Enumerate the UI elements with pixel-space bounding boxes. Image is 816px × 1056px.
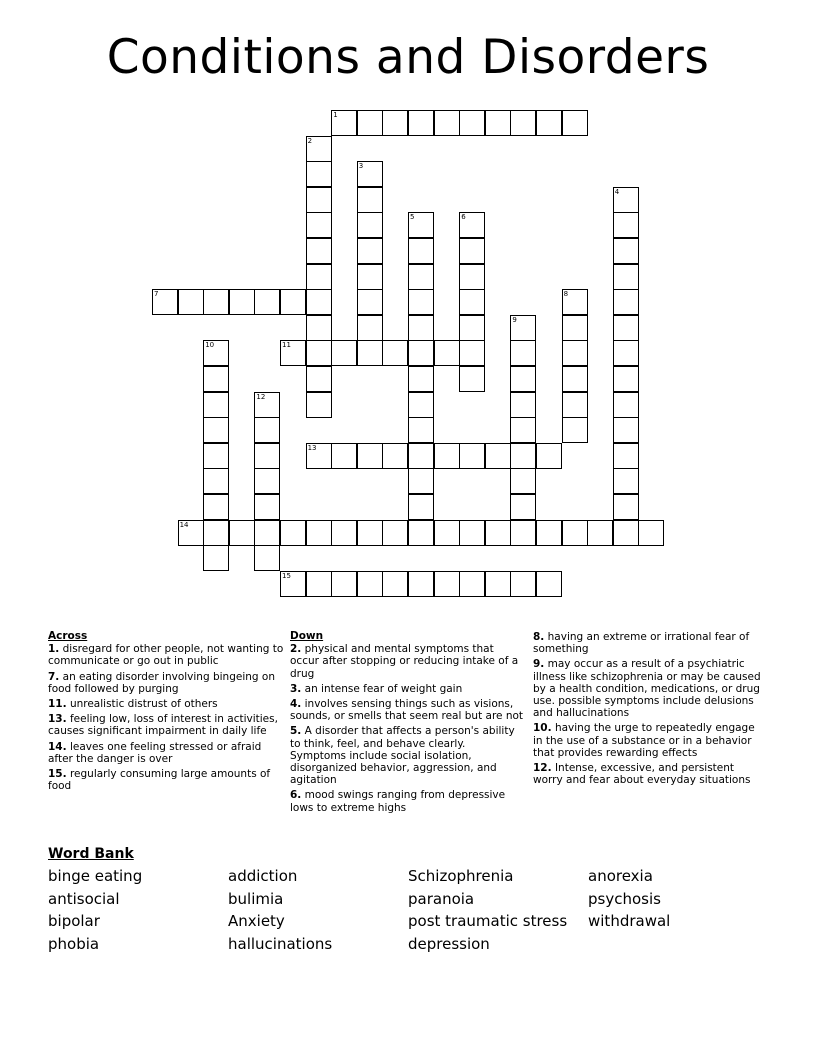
grid-cell[interactable]: [203, 417, 229, 443]
grid-cell[interactable]: [510, 443, 536, 469]
clue-number: 12: [256, 392, 266, 401]
grid-cell[interactable]: [562, 520, 588, 546]
grid-cell[interactable]: [254, 417, 280, 443]
grid-cell[interactable]: [280, 520, 306, 546]
grid-cell[interactable]: [562, 366, 588, 392]
grid-cell[interactable]: [254, 520, 280, 546]
down-clue-12: [533, 762, 761, 786]
clue-number-label: 2.: [290, 643, 302, 656]
across-clue-15: [48, 768, 284, 792]
clue-number-label: 9.: [533, 658, 545, 671]
grid-cell[interactable]: [306, 212, 332, 238]
grid-cell[interactable]: [382, 340, 408, 366]
grid-cell[interactable]: [408, 443, 434, 469]
grid-cell[interactable]: [357, 212, 383, 238]
word-bank-item: hallucinations: [228, 934, 333, 953]
across-clue-14: [48, 741, 284, 765]
grid-cell[interactable]: [434, 110, 460, 136]
grid-cell[interactable]: [459, 366, 485, 392]
word-bank-item: bulimia: [228, 889, 284, 908]
down-clue-10: [533, 722, 761, 759]
grid-cell[interactable]: [203, 392, 229, 418]
grid-cell[interactable]: [408, 289, 434, 315]
clue-number: 3: [358, 162, 364, 171]
grid-cell[interactable]: [382, 443, 408, 469]
grid-cell[interactable]: [459, 340, 485, 366]
grid-cell[interactable]: [306, 136, 332, 162]
grid-cell[interactable]: [306, 520, 332, 546]
grid-cell[interactable]: [408, 110, 434, 136]
clue-text: disregard for other people, not wanting to communicate or go out in public: [48, 643, 284, 668]
clue-number: 8: [563, 290, 569, 299]
clue-text: Intense, excessive, and persistent worry and fear about everyday situations: [533, 762, 751, 787]
grid-cell[interactable]: [254, 468, 280, 494]
grid-cell[interactable]: [613, 340, 639, 366]
grid-cell[interactable]: [459, 520, 485, 546]
grid-cell[interactable]: [408, 494, 434, 520]
grid-cell[interactable]: [203, 545, 229, 571]
grid-cell[interactable]: [510, 520, 536, 546]
word-bank-item: binge eating: [48, 867, 143, 885]
clue-text: an eating disorder involving bingeing on food followed by purging: [48, 670, 275, 695]
grid-cell[interactable]: [613, 264, 639, 290]
grid-cell[interactable]: [306, 161, 332, 187]
grid-cell[interactable]: [408, 392, 434, 418]
clue-number: 14: [179, 520, 189, 529]
grid-cell[interactable]: [254, 443, 280, 469]
across-heading: Across: [48, 630, 88, 642]
clue-number: 1: [333, 111, 338, 119]
grid-cell[interactable]: [382, 520, 408, 546]
grid-cell[interactable]: [331, 571, 357, 597]
grid-cell[interactable]: [306, 571, 332, 597]
grid-cell[interactable]: [229, 289, 255, 315]
clue-number: 7: [154, 290, 159, 299]
grid-cell[interactable]: [510, 315, 536, 341]
down-clue-4: [290, 698, 524, 722]
word-bank-item: addiction: [228, 867, 298, 885]
across-clues: [48, 630, 284, 795]
grid-cell[interactable]: [357, 571, 383, 597]
grid-cell[interactable]: [254, 392, 280, 418]
word-bank-item: antisocial: [48, 889, 120, 908]
word-bank-item: Schizophrenia: [408, 867, 514, 885]
word-bank-item: withdrawal: [588, 912, 671, 931]
grid-cell[interactable]: [254, 289, 280, 315]
clue-number: 5: [410, 213, 415, 222]
grid-cell[interactable]: [459, 443, 485, 469]
grid-cell[interactable]: [510, 417, 536, 443]
grid-cell[interactable]: [485, 571, 511, 597]
grid-cell[interactable]: [280, 340, 306, 366]
clue-text: leaves one feeling stressed or afraid after the danger is over: [48, 740, 262, 765]
clue-text: an intense fear of weight gain: [301, 682, 463, 695]
clue-text: having the urge to repeatedly engage in the use of a substance or in a behavior that provides rewarding effects: [533, 722, 755, 759]
grid-cell[interactable]: [306, 289, 332, 315]
grid-cell[interactable]: [203, 520, 229, 546]
clue-number-label: 13.: [48, 713, 67, 726]
grid-cell[interactable]: [587, 520, 613, 546]
down-clue-6: [290, 789, 524, 813]
grid-cell[interactable]: [613, 468, 639, 494]
grid-cell[interactable]: [536, 443, 562, 469]
down-clue-9: [533, 658, 761, 719]
grid-cell[interactable]: [510, 571, 536, 597]
grid-cell[interactable]: [357, 110, 383, 136]
grid-cell[interactable]: [331, 443, 357, 469]
grid-cell[interactable]: [331, 110, 357, 136]
clue-number-label: 12.: [533, 762, 552, 775]
clue-number-label: 3.: [290, 682, 302, 695]
grid-cell[interactable]: [203, 443, 229, 469]
grid-cell[interactable]: [613, 443, 639, 469]
grid-cell[interactable]: [408, 468, 434, 494]
grid-cell[interactable]: [562, 289, 588, 315]
clue-text: feeling low, loss of interest in activities, causes significant impairment in daily life: [48, 713, 278, 738]
clue-text: unrealistic distrust of others: [66, 698, 218, 711]
grid-cell[interactable]: [459, 212, 485, 238]
grid-cell[interactable]: [408, 366, 434, 392]
grid-cell[interactable]: [510, 366, 536, 392]
clue-number: 11: [282, 341, 291, 350]
clue-text: mood swings ranging from depressive lows to extreme highs: [290, 789, 506, 814]
grid-cell[interactable]: [613, 289, 639, 315]
grid-cell[interactable]: [203, 366, 229, 392]
clue-text: having an extreme or irrational fear of something: [533, 631, 750, 656]
grid-cell[interactable]: [357, 238, 383, 264]
grid-cell[interactable]: [408, 340, 434, 366]
grid-cell[interactable]: [459, 315, 485, 341]
grid-cell[interactable]: [382, 110, 408, 136]
grid-cell[interactable]: [280, 571, 306, 597]
grid-cell[interactable]: [357, 264, 383, 290]
clue-text: physical and mental symptoms that occur after stopping or reducing intake of a drug: [290, 643, 519, 680]
word-bank-item: anorexia: [588, 867, 653, 885]
grid-cell[interactable]: [254, 494, 280, 520]
grid-cell[interactable]: [613, 366, 639, 392]
grid-cell[interactable]: [562, 417, 588, 443]
word-bank-item: post traumatic stress: [408, 912, 568, 931]
down-clue-2: [290, 643, 524, 680]
clue-number-label: 4.: [290, 698, 302, 711]
grid-cell[interactable]: [510, 110, 536, 136]
clue-number-label: 15.: [48, 768, 67, 781]
grid-cell[interactable]: [280, 289, 306, 315]
across-clue-13: [48, 713, 284, 737]
word-bank-item: bipolar: [48, 912, 100, 931]
grid-cell[interactable]: [613, 417, 639, 443]
down-heading: Down: [290, 630, 324, 642]
grid-cell[interactable]: [306, 315, 332, 341]
grid-cell[interactable]: [459, 264, 485, 290]
clue-number-label: 10.: [533, 722, 552, 735]
word-bank-item: Anxiety: [228, 912, 285, 931]
grid-cell[interactable]: [434, 520, 460, 546]
down-clues-column-2: [533, 630, 761, 789]
grid-cell[interactable]: [408, 315, 434, 341]
grid-cell[interactable]: [613, 212, 639, 238]
grid-cell[interactable]: [613, 494, 639, 520]
word-bank-item: depression: [408, 934, 490, 953]
grid-cell[interactable]: [408, 520, 434, 546]
grid-cell[interactable]: [229, 520, 255, 546]
clue-number-label: 11.: [48, 698, 67, 711]
grid-cell[interactable]: [613, 187, 639, 213]
grid-cell[interactable]: [562, 392, 588, 418]
grid-cell[interactable]: [459, 289, 485, 315]
grid-cell[interactable]: [331, 520, 357, 546]
page-title: Conditions and Disorders: [106, 30, 710, 85]
grid-cell[interactable]: [408, 571, 434, 597]
grid-cell[interactable]: [562, 340, 588, 366]
grid-cell[interactable]: [357, 315, 383, 341]
grid-cell[interactable]: [613, 238, 639, 264]
grid-cell[interactable]: [408, 417, 434, 443]
grid-cell[interactable]: [613, 520, 639, 546]
across-clue-11: [48, 698, 284, 710]
grid-cell[interactable]: [613, 315, 639, 341]
grid-cell[interactable]: [357, 289, 383, 315]
down-clue-5: [290, 725, 524, 786]
clue-text: may occur as a result of a psychiatric illness like schizophrenia or may be caused by a health condition, medications, or drug use. possible symptoms include delusions and hallucinations: [533, 658, 761, 720]
grid-cell[interactable]: [434, 340, 460, 366]
grid-cell[interactable]: [613, 392, 639, 418]
clue-number-label: 1.: [48, 643, 60, 656]
clue-number-label: 7.: [48, 670, 60, 683]
clue-number-label: 14.: [48, 740, 67, 753]
clue-text: involves sensing things such as visions, sounds, or smells that seem real but are not: [290, 698, 524, 723]
grid-cell[interactable]: [203, 289, 229, 315]
grid-cell[interactable]: [203, 468, 229, 494]
grid-cell[interactable]: [306, 443, 332, 469]
grid-cell[interactable]: [203, 340, 229, 366]
clue-number: 13: [307, 443, 317, 452]
clue-number-label: 5.: [290, 725, 302, 738]
clue-number: 10: [205, 341, 215, 350]
across-clue-7: [48, 671, 284, 695]
clue-number: 9: [512, 315, 517, 324]
grid-cell[interactable]: [536, 110, 562, 136]
grid-cell[interactable]: [562, 315, 588, 341]
word-bank-item: psychosis: [588, 889, 661, 908]
grid-cell[interactable]: [382, 571, 408, 597]
clue-text: regularly consuming large amounts of food: [48, 768, 271, 793]
grid-cell[interactable]: [408, 264, 434, 290]
down-clue-3: [290, 683, 524, 695]
grid-cell[interactable]: [485, 443, 511, 469]
grid-cell[interactable]: [306, 340, 332, 366]
word-bank-item: phobia: [48, 934, 100, 953]
grid-cell[interactable]: [485, 520, 511, 546]
grid-cell[interactable]: [408, 238, 434, 264]
grid-cell[interactable]: [357, 340, 383, 366]
down-clue-8: [533, 631, 761, 655]
grid-cell[interactable]: [152, 289, 178, 315]
across-clue-1: [48, 643, 284, 667]
grid-cell[interactable]: [357, 161, 383, 187]
grid-cell[interactable]: [306, 238, 332, 264]
grid-cell[interactable]: [510, 494, 536, 520]
clue-number: 15: [282, 571, 291, 580]
grid-cell[interactable]: [459, 110, 485, 136]
grid-cell[interactable]: [510, 392, 536, 418]
clue-number: 6: [461, 213, 466, 222]
grid-cell[interactable]: [357, 520, 383, 546]
grid-cell[interactable]: [562, 110, 588, 136]
grid-cell[interactable]: [485, 110, 511, 136]
clue-number-label: 8.: [533, 631, 545, 643]
grid-cell[interactable]: [254, 545, 280, 571]
clue-number-label: 6.: [290, 789, 302, 802]
grid-cell[interactable]: [459, 571, 485, 597]
grid-cell[interactable]: [638, 520, 664, 546]
grid-cell[interactable]: [331, 340, 357, 366]
grid-cell[interactable]: [459, 238, 485, 264]
word-bank-title: Word Bank: [48, 846, 134, 862]
grid-cell[interactable]: [536, 571, 562, 597]
clue-number: 4: [614, 187, 620, 196]
grid-cell[interactable]: [203, 494, 229, 520]
word-bank-item: paranoia: [408, 889, 475, 908]
grid-cell[interactable]: [510, 468, 536, 494]
grid-cell[interactable]: [536, 520, 562, 546]
grid-cell[interactable]: [178, 520, 204, 546]
clue-number: 2: [307, 136, 313, 145]
grid-cell[interactable]: [306, 366, 332, 392]
grid-cell[interactable]: [357, 187, 383, 213]
grid-cell[interactable]: [306, 392, 332, 418]
down-clues-column-1: [290, 630, 524, 817]
clue-text: A disorder that affects a person's ability to think, feel, and behave clearly. Symptoms include social isolation, disorganized behavior, aggression, and agitation: [290, 725, 515, 787]
grid-cell[interactable]: [434, 571, 460, 597]
grid-cell[interactable]: [306, 187, 332, 213]
grid-cell[interactable]: [357, 443, 383, 469]
grid-cell[interactable]: [434, 443, 460, 469]
grid-cell[interactable]: [306, 264, 332, 290]
grid-cell[interactable]: [510, 340, 536, 366]
grid-cell[interactable]: [178, 289, 204, 315]
grid-cell[interactable]: [408, 212, 434, 238]
